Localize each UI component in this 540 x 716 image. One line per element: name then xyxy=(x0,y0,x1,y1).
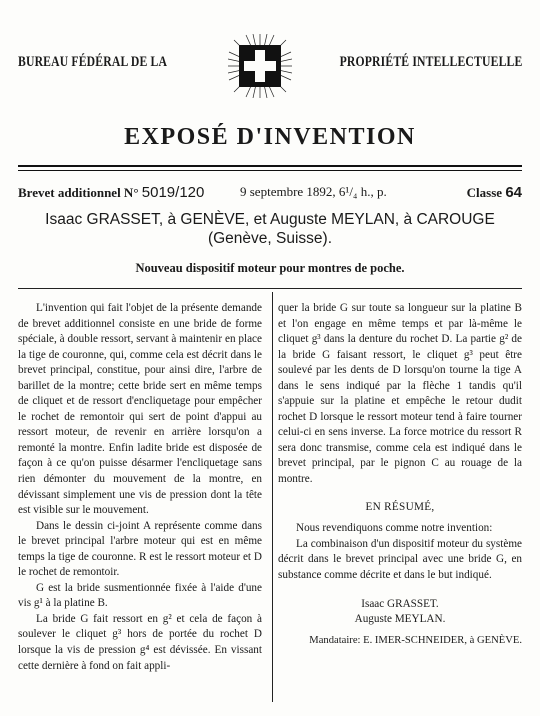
inventors-line1: Isaac GRASSET, à GENÈVE, et Auguste MEYLAN, à CAROUGE xyxy=(45,211,495,228)
left-column xyxy=(18,301,262,674)
classe-info xyxy=(467,184,522,201)
resume-heading: EN RÉSUMÉ, xyxy=(365,500,435,513)
document-title: EXPOSÉ D'INVENTION xyxy=(124,124,416,150)
masthead-left: BUREAU FÉDÉRAL DE LA xyxy=(18,54,168,70)
claim-intro: Nous revendiquons comme notre invention: xyxy=(296,522,493,535)
signatures xyxy=(278,597,522,627)
filing-date: 9 septembre 1892, 6¹/₄ h., p. xyxy=(240,184,387,199)
paragraph: Dans le dessin ci-joint A représente comme dans le brevet principal l'arbre moteur qui est en même temps la tige de couronne. R est le ressort moteur et D le rochet de remontoir. xyxy=(18,519,262,579)
brevet-info xyxy=(18,184,204,201)
paragraph: quer la bride G sur toute sa longueur sur la platine B et l'on engage en même temps et par là-même le cliquet g³ dans la denture du rochet D. La partie g² de la bride G faisant ressort, le cliquet g³ peut être soulevé par les dents de D lorsqu'on tourne la tige A dans le sens indiqué par la flèche 1 tandis qu'il s'appuie sur la platine et empêche le retour dudit rochet D lorsque le ressort moteur tend à faire tourner celui-ci en sens inverse. La force motrice du ressort R sera donc transmise, comme cela est indiqué dans le brevet principal, par le pignon C au rouage de la montre. xyxy=(278,302,522,486)
masthead xyxy=(0,34,540,94)
title-rule-thin xyxy=(18,170,522,171)
right-column xyxy=(278,301,522,649)
inventors-line2: (Genève, Suisse). xyxy=(207,230,333,247)
masthead-right: PROPRIÉTÉ INTELLECTUELLE xyxy=(339,54,522,70)
swiss-cross-emblem-icon xyxy=(228,34,292,98)
column-divider xyxy=(272,292,273,702)
signature-name: Auguste MEYLAN. xyxy=(354,613,446,626)
brevet-label: Brevet additionnel N° xyxy=(18,185,139,200)
title-rule-thick xyxy=(18,165,522,167)
classe-number: 64 xyxy=(505,184,522,201)
signature-name: Isaac GRASSET. xyxy=(361,598,439,611)
classe-label: Classe xyxy=(466,185,503,200)
invention-subject: Nouveau dispositif moteur pour montres de poche. xyxy=(135,261,405,275)
paragraph: L'invention qui fait l'objet de la présente demande de brevet additionnel consiste en une bride de forme spéciale, à double ressort, servant à maintenir en place la tige de couronne, qui, comme cela est décrit dans le brevet principal, constitue, pour ainsi dire, l'arbre de barillet de la montre; cette bride sert en même temps de cliquet et de ressort d'encliquetage pour empêcher le rochet de remontoir qui sert de point d'appui au ressort moteur, de revenir en arrière lorsqu'on a remonté la montre. Enfin ladite bride est disposée de façon à ce qu'on puisse désarmer l'encliquetage sans rien démonter du mouvement de la montre, en dévissant simplement une vis de pression dont la tête est visible sur le mouvement. xyxy=(18,302,262,517)
patent-meta xyxy=(18,184,522,204)
subject-rule xyxy=(18,288,522,289)
paragraph: G est la bride susmentionnée fixée à l'aide d'une vis g¹ à la platine B. xyxy=(18,581,262,610)
claim-text: La combinaison d'un dispositif moteur du système décrit dans le brevet principal avec une bride G, en substance comme décrite et dans le but indiqué. xyxy=(278,537,522,581)
mandataire: Mandataire: E. IMER-SCHNEIDER, à GENÈVE. xyxy=(309,635,522,647)
paragraph: La bride G fait ressort en g² et cela de façon à soulever le cliquet g³ hors de portée du rochet D lorsque la vis de pression g⁴ est dévissée. En vissant cette dernière à fond on fait appli- xyxy=(18,612,262,672)
brevet-number: 5019/120 xyxy=(141,184,205,201)
inventors xyxy=(0,210,540,248)
